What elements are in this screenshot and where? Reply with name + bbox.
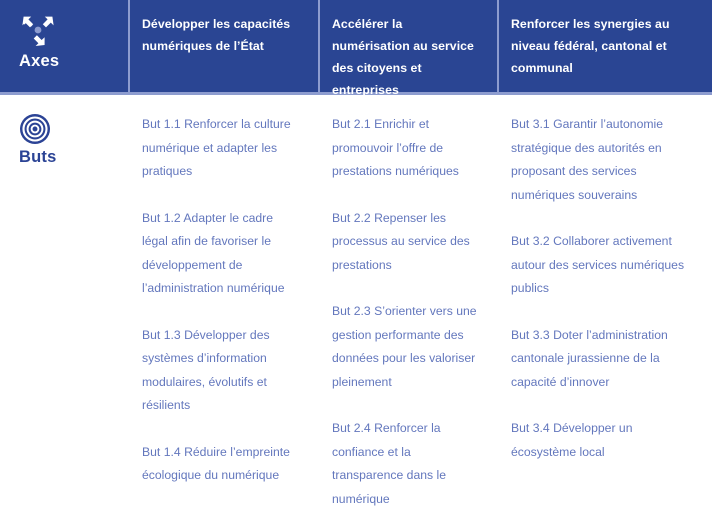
- goals-column-axis-3: [497, 95, 712, 457]
- goal-item: But 2.2 Repenser les processus au service des prestations: [332, 210, 470, 272]
- axis-1-title: Développer les capacités numériques de l’État: [142, 17, 291, 53]
- goal-item: But 3.2 Collaborer activement autour des services numériques publics: [511, 234, 685, 295]
- header-cell-axis-1: [128, 0, 318, 92]
- header-cell-axis-3: [497, 0, 712, 92]
- goal-item: But 3.3 Doter l’administration cantonale jurassienne de la capacité d’innover: [511, 327, 668, 389]
- three-arrows-expand-icon: [20, 13, 56, 49]
- axes-row-label-cell: [0, 0, 128, 92]
- goal-item: But 2.4 Renforcer la confiance et la transparence dans le numérique: [332, 421, 447, 506]
- goal-item: But 1.2 Adapter le cadre légal afin de favoriser le développement de l’administration numérique: [142, 210, 285, 295]
- goals-grid: [128, 95, 712, 506]
- goal-item: But 2.3 S’orienter vers une gestion performante des données pour les valoriser pleinement: [332, 304, 477, 389]
- header-cell-axis-2: [318, 0, 497, 97]
- bullseye-target-icon: [19, 113, 51, 145]
- goal-item: But 1.4 Réduire l’empreinte écologique du numérique: [142, 444, 290, 482]
- header-band: [0, 0, 712, 95]
- buts-row-label-cell: [0, 95, 128, 457]
- goals-column-axis-2: [318, 95, 497, 506]
- axes-row-label: Axes: [19, 52, 60, 70]
- goal-item: But 3.4 Développer un écosystème local: [511, 421, 633, 459]
- axis-3-title: Renforcer les synergies au niveau fédéral, cantonal et communal: [511, 17, 670, 75]
- goal-item: But 1.3 Développer des systèmes d’information modulaires, évolutifs et résilients: [142, 327, 270, 412]
- goals-column-axis-1: [128, 95, 318, 482]
- buts-row-label: Buts: [19, 148, 57, 166]
- goal-item: But 2.1 Enrichir et promouvoir l’offre de prestations numériques: [332, 117, 459, 178]
- goal-item: But 1.1 Renforcer la culture numérique et adapter les pratiques: [142, 117, 291, 178]
- axis-2-title: Accélérer la numérisation au service des citoyens et entreprises: [332, 17, 474, 97]
- goal-item: But 3.1 Garantir l’autonomie stratégique des autorités en proposant des services numériques souverains: [511, 117, 664, 202]
